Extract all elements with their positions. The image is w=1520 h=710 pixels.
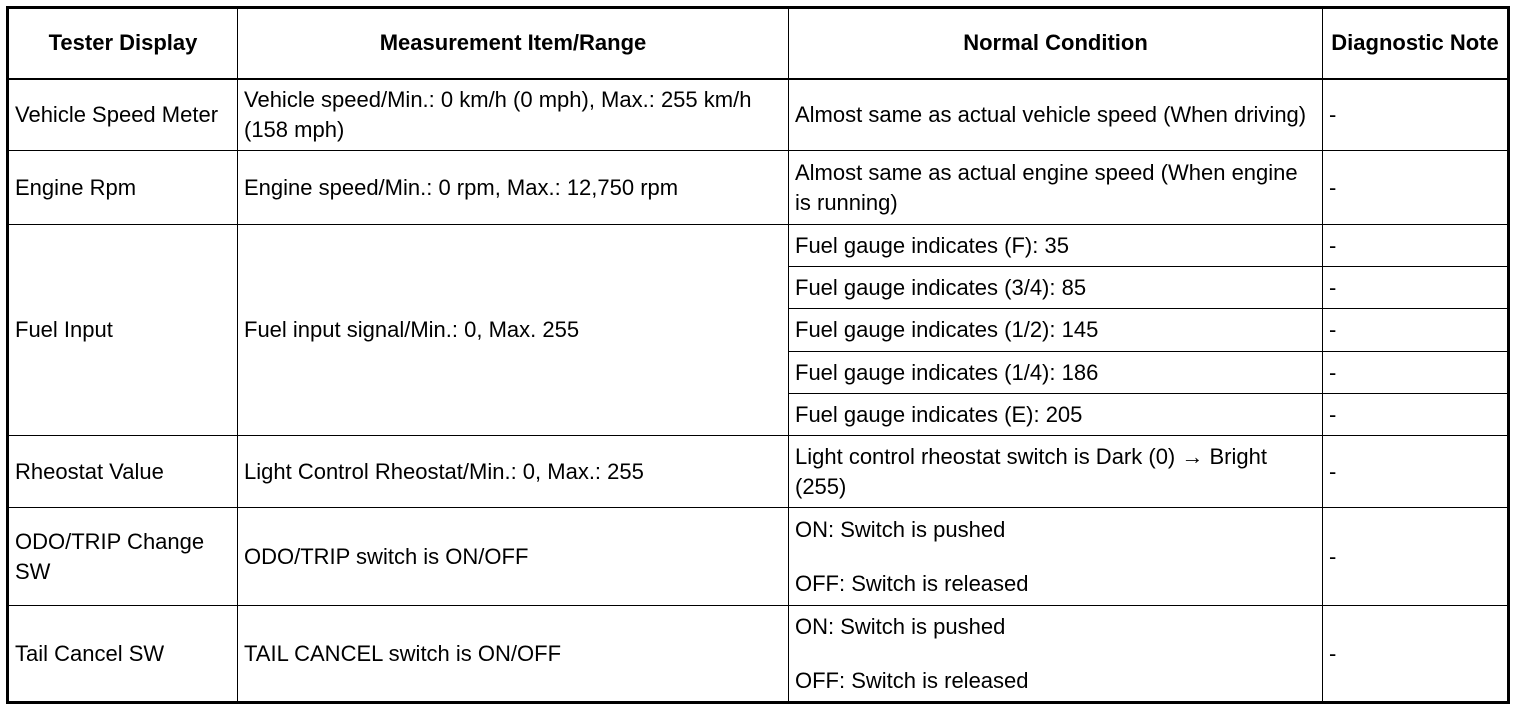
- measurement-cell: TAIL CANCEL switch is ON/OFF: [238, 606, 789, 703]
- table-row: [8, 508, 1509, 606]
- normal-condition-cell: Fuel gauge indicates (1/2): 145: [789, 309, 1323, 352]
- condition-on-line: ON: Switch is pushed: [795, 613, 1006, 639]
- normal-condition-cell: [789, 508, 1323, 606]
- header-tester-display: Tester Display: [8, 8, 238, 79]
- diagnostic-data-table: [6, 6, 1510, 704]
- normal-condition-cell: Almost same as actual vehicle speed (When driving): [789, 79, 1323, 151]
- diagnostic-note-cell: -: [1323, 606, 1509, 703]
- diagnostic-note-cell: -: [1323, 225, 1509, 267]
- tester-display-cell: Rheostat Value: [8, 436, 238, 508]
- table-row: [8, 225, 1509, 267]
- diagnostic-note-cell: -: [1323, 151, 1509, 225]
- diagnostic-note-cell: -: [1323, 79, 1509, 151]
- measurement-cell: Engine speed/Min.: 0 rpm, Max.: 12,750 rpm: [238, 151, 789, 225]
- tester-display-cell: ODO/TRIP Change SW: [8, 508, 238, 606]
- normal-condition-cell: Fuel gauge indicates (1/4): 186: [789, 352, 1323, 394]
- normal-condition-cell: Light control rheostat switch is Dark (0) → Bright (255): [789, 436, 1323, 508]
- condition-on-line: ON: Switch is pushed: [795, 516, 1006, 542]
- normal-condition-cell: Fuel gauge indicates (F): 35: [789, 225, 1323, 267]
- tester-display-cell: Tail Cancel SW: [8, 606, 238, 703]
- measurement-cell: ODO/TRIP switch is ON/OFF: [238, 508, 789, 606]
- condition-off-line: OFF: Switch is released: [795, 667, 1029, 693]
- diagnostic-note-cell: -: [1323, 267, 1509, 309]
- measurement-cell: Light Control Rheostat/Min.: 0, Max.: 255: [238, 436, 789, 508]
- normal-condition-cell: Almost same as actual engine speed (When engine is running): [789, 151, 1323, 225]
- header-normal-condition: Normal Condition: [789, 8, 1323, 79]
- normal-condition-cell: Fuel gauge indicates (3/4): 85: [789, 267, 1323, 309]
- table-row: [8, 606, 1509, 703]
- diagnostic-note-cell: -: [1323, 436, 1509, 508]
- condition-off-line: OFF: Switch is released: [795, 570, 1029, 596]
- table-row: [8, 436, 1509, 508]
- tester-display-cell: Fuel Input: [8, 225, 238, 436]
- header-diagnostic-note: Diagnostic Note: [1323, 8, 1509, 79]
- table-row: [8, 151, 1509, 225]
- measurement-cell: Vehicle speed/Min.: 0 km/h (0 mph), Max.: 255 km/h (158 mph): [238, 79, 789, 151]
- tester-display-cell: Engine Rpm: [8, 151, 238, 225]
- diagnostic-note-cell: -: [1323, 352, 1509, 394]
- measurement-cell: Fuel input signal/Min.: 0, Max. 255: [238, 225, 789, 436]
- header-row: [8, 8, 1509, 79]
- normal-condition-cell: [789, 606, 1323, 703]
- table-row: [8, 79, 1509, 151]
- diagnostic-note-cell: -: [1323, 309, 1509, 352]
- diagnostic-note-cell: -: [1323, 508, 1509, 606]
- tester-display-cell: Vehicle Speed Meter: [8, 79, 238, 151]
- header-measurement-item: Measurement Item/Range: [238, 8, 789, 79]
- normal-condition-cell: Fuel gauge indicates (E): 205: [789, 394, 1323, 436]
- diagnostic-note-cell: -: [1323, 394, 1509, 436]
